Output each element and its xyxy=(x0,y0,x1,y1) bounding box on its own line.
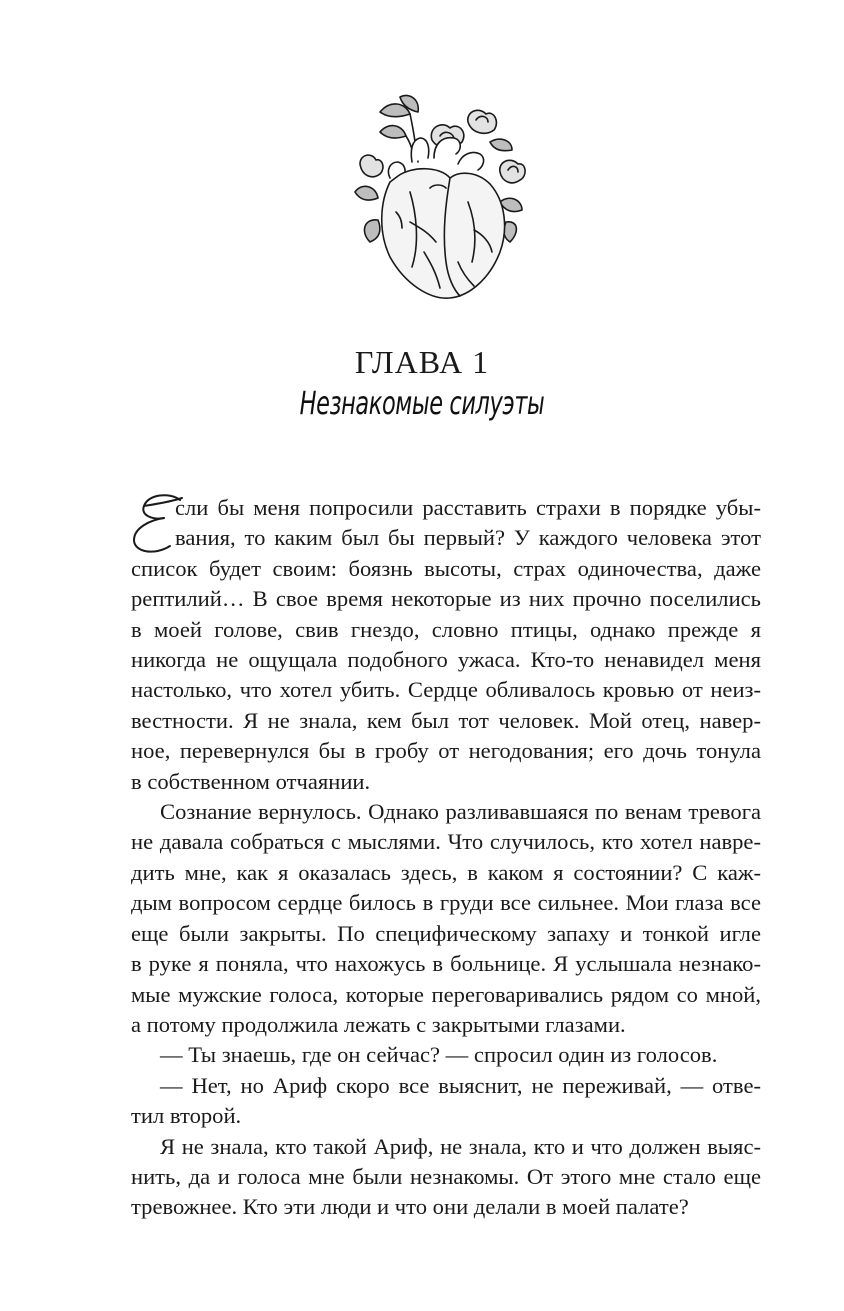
paragraph xyxy=(131,493,761,797)
text-line: в моей голове, свив гнездо, словно птицы, однако прежде я xyxy=(131,616,761,642)
paragraph xyxy=(131,1040,761,1070)
chapter-number: ГЛАВА 1 xyxy=(354,344,490,380)
paragraph xyxy=(131,1071,761,1132)
text-line: никогда не ощущала подобного ужаса. Кто-то ненавидел меня xyxy=(131,647,761,673)
text-line: не давала собраться с мыслями. Что случилось, кто хотел навре- xyxy=(131,829,761,855)
text-line: тревожнее. Кто эти люди и что они делали в моей палате? xyxy=(131,1194,689,1220)
text-line: Сознание вернулось. Однако разливавшаяся по венам тревога xyxy=(160,799,761,825)
text-line: в руке я поняла, что нахожусь в больнице. Я услышала незнако- xyxy=(131,951,761,977)
text-line: в собственном отчаянии. xyxy=(131,768,371,794)
chapter-title: Незнакомые силуэты xyxy=(299,384,545,422)
text-line: рептилий… В свое время некоторые из них прочно поселились xyxy=(131,586,761,612)
text-line: — Нет, но Ариф скоро все выяснит, не переживай, — отве- xyxy=(160,1072,761,1098)
text-line: дить мне, как я оказалась здесь, в каком я состоянии? С каж- xyxy=(131,859,761,885)
text-line: тил второй. xyxy=(131,1103,242,1129)
text-line: сли бы меня попросили расставить страхи в порядке убы- xyxy=(175,495,761,520)
text-line: ное, перевернулся бы в гробу от негодования; его дочь тонула xyxy=(131,738,761,764)
text-line: вестности. Я не знала, кем был тот человек. Мой отец, навер- xyxy=(131,707,761,733)
body-text xyxy=(131,493,761,1223)
text-line: мые мужские голоса, которые переговаривались рядом со мной, xyxy=(131,981,761,1007)
paragraph xyxy=(131,1132,761,1223)
text-line: нить, да и голоса мне были незнакомы. От этого мне стало еще xyxy=(131,1163,761,1189)
paragraph xyxy=(131,797,761,1040)
text-line: а потому продолжила лежать с закрытыми глазами. xyxy=(131,1011,626,1037)
text-line: дым вопросом сердце билось в груди все сильнее. Мои глаза все xyxy=(131,890,761,916)
text-line: список будет своим: боязнь высоты, страх одиночества, даже xyxy=(131,555,761,581)
text-line: еще были закрыты. По специфическому запаху и тонкой игле xyxy=(131,920,761,946)
text-line: вания, то каким был бы первый? У каждого человека этот xyxy=(175,525,761,551)
anatomical-heart-with-roses-icon xyxy=(350,92,530,307)
text-line: Я не знала, кто такой Ариф, не знала, кто и что должен выяс- xyxy=(160,1133,761,1159)
text-line: настолько, что хотел убить. Сердце обливалось кровью от неиз- xyxy=(131,677,761,703)
text-line: — Ты знаешь, где он сейчас? — спросил один из голосов. xyxy=(160,1042,718,1068)
